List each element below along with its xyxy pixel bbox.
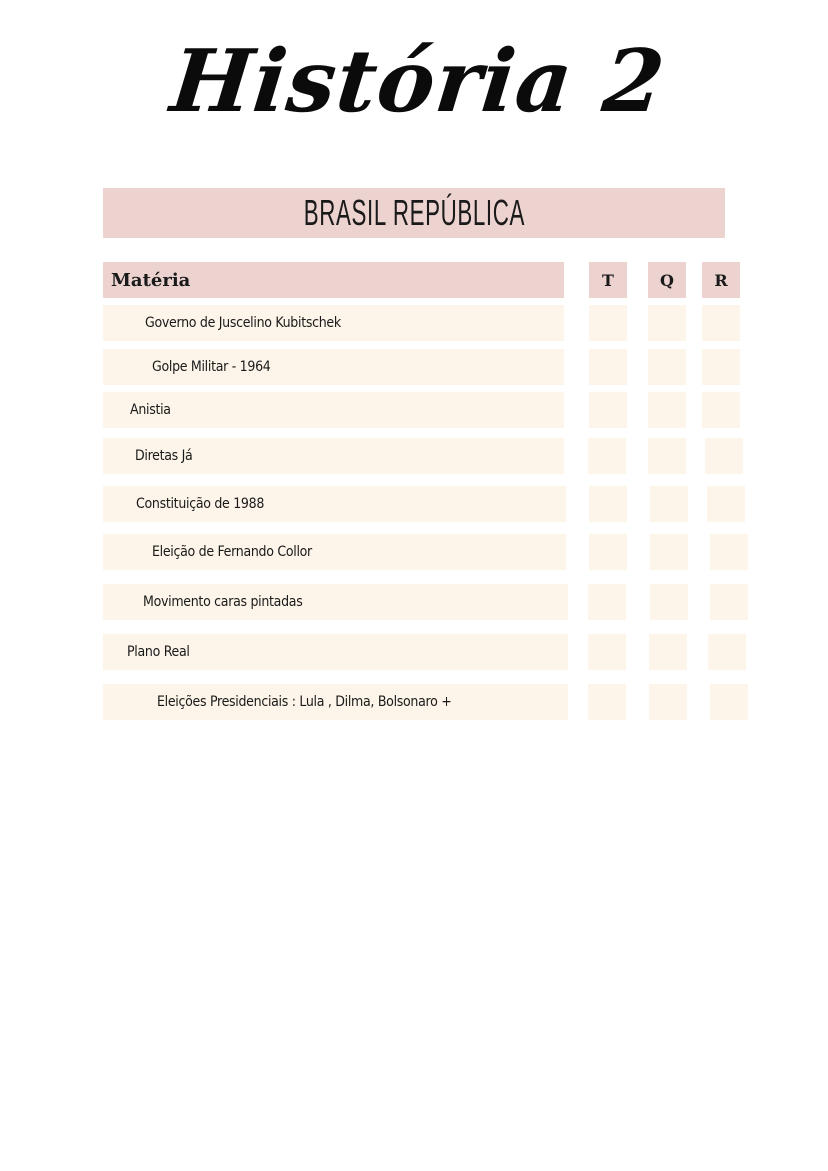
check-r-cell[interactable]	[702, 349, 740, 385]
check-r-cell[interactable]	[710, 684, 748, 720]
check-q-cell[interactable]	[648, 305, 686, 341]
header-q: Q	[648, 262, 686, 298]
check-q-cell[interactable]	[648, 392, 686, 428]
check-r-cell[interactable]	[710, 584, 748, 620]
check-q-cell[interactable]	[650, 486, 688, 522]
check-t-cell[interactable]	[589, 534, 627, 570]
check-q-cell[interactable]	[649, 634, 687, 670]
header-t: T	[589, 262, 627, 298]
check-t-cell[interactable]	[588, 684, 626, 720]
check-r-cell[interactable]	[708, 634, 746, 670]
topic-cell: Anistia	[103, 392, 564, 428]
topic-cell: Eleições Presidenciais : Lula , Dilma, Bolsonaro +	[103, 684, 568, 720]
check-t-cell[interactable]	[589, 305, 627, 341]
check-q-cell[interactable]	[648, 438, 686, 474]
check-t-cell[interactable]	[588, 584, 626, 620]
page-title: História 2	[166, 31, 670, 132]
topic-cell: Eleição de Fernando Collor	[103, 534, 566, 570]
check-r-cell[interactable]	[710, 534, 748, 570]
topic-cell: Constituição de 1988	[103, 486, 566, 522]
header-materia: Matéria	[103, 262, 564, 298]
check-q-cell[interactable]	[650, 584, 688, 620]
topic-cell: Plano Real	[103, 634, 568, 670]
header-r: R	[702, 262, 740, 298]
topic-cell: Governo de Juscelino Kubitschek	[103, 305, 564, 341]
topic-cell: Diretas Já	[103, 438, 564, 474]
check-r-cell[interactable]	[702, 305, 740, 341]
check-r-cell[interactable]	[702, 392, 740, 428]
check-r-cell[interactable]	[707, 486, 745, 522]
check-t-cell[interactable]	[589, 392, 627, 428]
check-t-cell[interactable]	[589, 486, 627, 522]
section-title: BRASIL REPÚBLICA	[303, 192, 525, 233]
topic-cell: Movimento caras pintadas	[103, 584, 568, 620]
check-r-cell[interactable]	[705, 438, 743, 474]
check-q-cell[interactable]	[649, 684, 687, 720]
section-banner	[103, 188, 725, 238]
topic-cell: Golpe Militar - 1964	[103, 349, 564, 385]
check-t-cell[interactable]	[588, 634, 626, 670]
check-t-cell[interactable]	[588, 438, 626, 474]
check-q-cell[interactable]	[648, 349, 686, 385]
check-t-cell[interactable]	[589, 349, 627, 385]
check-q-cell[interactable]	[650, 534, 688, 570]
